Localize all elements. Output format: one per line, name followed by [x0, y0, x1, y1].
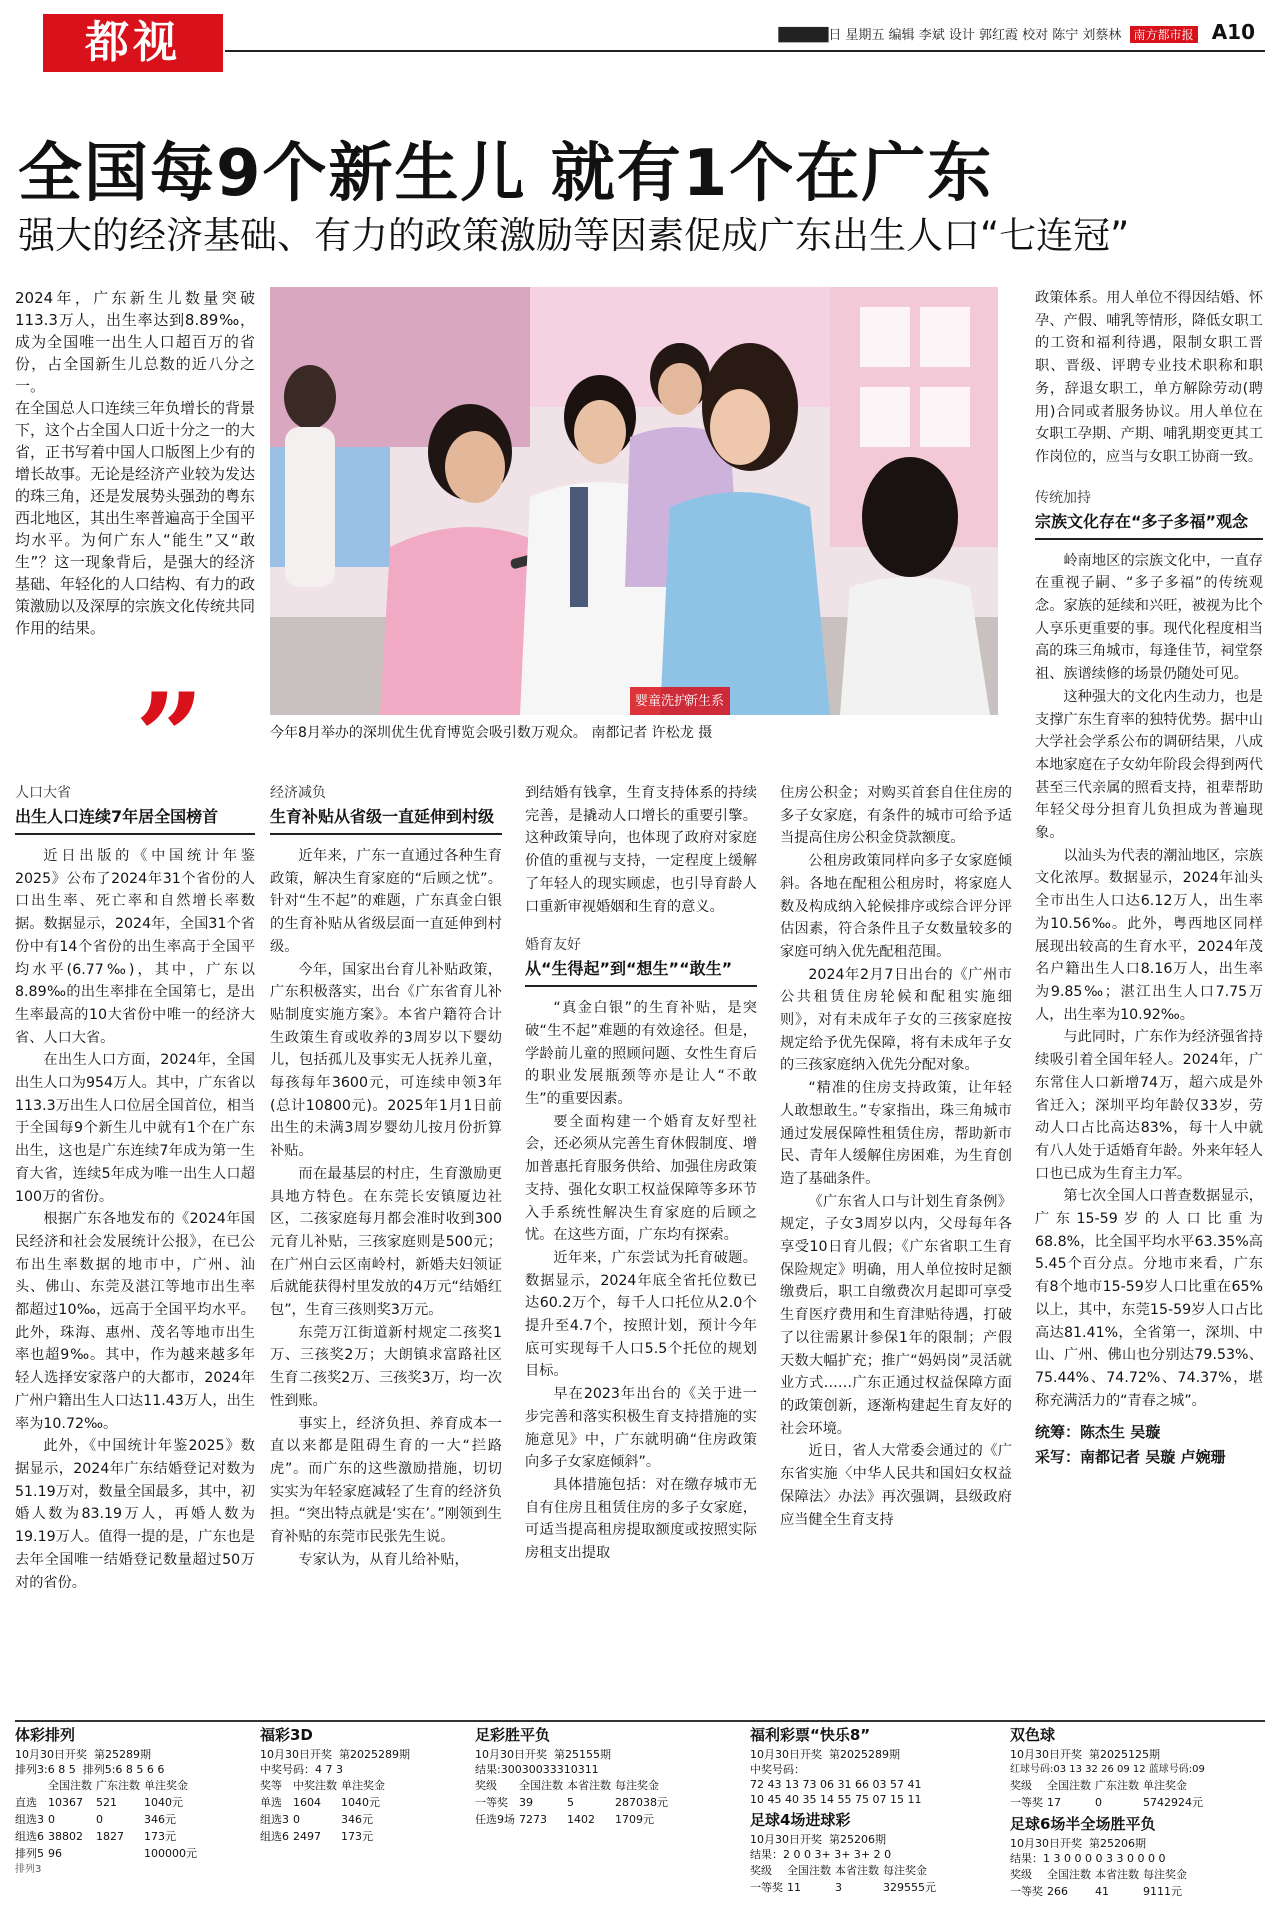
col1	[15, 782, 255, 1594]
sfc-title: 足彩胜平负	[475, 1726, 551, 1744]
paper-logo: 南方都市报	[1130, 26, 1198, 43]
sec5-continued: 政策体系。用人单位不得因结婚、怀孕、产假、哺乳等情形，降低女职工的工资和福利待遇，限制女职工晋职、晋级、评聘专业技术职称和职务，辞退女职工，单方解除劳动(聘用)合同或者服务协议。用人单位在女职工孕期、产期、哺乳期变更其工作岗位的，应当与女职工协商一致。	[1035, 290, 1263, 465]
sec3-p4: 早在2023年出台的《关于进一步完善和落实积极生育支持措施的实施意见》中，广东就明确“住房政策向多子女家庭倾斜”。	[525, 1386, 757, 1471]
sec4-p6: 近日，省人大常委会通过的《广东省实施〈中华人民共和国妇女权益保障法〉办法》再次强调，县级政府应当健全生育支持	[780, 1443, 1012, 1528]
sec1-kicker: 人口大省	[15, 785, 71, 801]
news-photo	[270, 287, 998, 715]
sec2-kicker: 经济减负	[270, 785, 326, 801]
ssq-nums: 红球号码:03 13 32 26 09 12 蓝球号码:09	[1010, 1764, 1205, 1775]
sec3-continued: 到结婚有钱拿，生育支持体系的持续完善，是撬动人口增长的重要引擎。这种政策导向，也体现了政府对家庭价值的重视与支持，一定程度上缓解了年轻人的现实顾虑，也引导育龄人口重新审视婚姻和生育的意义。	[525, 785, 757, 915]
sec3-p2: 要全面构建一个婚育友好型社会，还必须从完善生育休假制度、增加普惠托育服务供给、加强住房政策支持、强化女职工权益保障等多环节入手系统性解决生育家庭的后顾之忧。在这些方面，广东均有探索。	[525, 1113, 757, 1244]
sec2-p3: 而在最基层的村庄，生育激励更具地方特色。在东莞长安镇厦边社区，二孩家庭每月都会准时收到300元育儿补贴，三孩家庭则是500元；在广州白云区南岭村，新婚夫妇领证后就能获得村里发放的4万元“结婚红包”，生育三孩则奖3万元。	[270, 1165, 502, 1319]
jq4-table: 奖级 全国注数 本省注数 每注奖金 一等奖 11 3 329555元	[750, 1864, 936, 1894]
page-number: A10	[1211, 20, 1255, 44]
sec4-p1: 住房公积金；对购买首套自住住房的多子女家庭，有条件的城市可给予适当提高住房公积金贷款额度。	[780, 785, 1012, 847]
sec4-p4: “精准的住房支持政策，让年轻人敢想敢生。”专家指出，珠三角城市通过发展保障性租赁住房，帮助新市民、青年人缓解住房困难，为生育创造了基础条件。	[780, 1080, 1012, 1187]
sec5-p2: 这种强大的文化内生动力，也是支撑广东生育率的独特优势。据中山大学社会学系公布的调研结果，八成本地家庭在子女幼年阶段会得到两代甚至三代亲属的照看支持，祖辈帮助年轻父母分担育儿负担成为普遍现象。	[1035, 688, 1263, 842]
sec4-p2: 公租房政策同样向多子女家庭倾斜。各地在配租公租房时，将家庭人数及构成纳入轮候排序或综合评分评估因素，符合条件且子女数量较多的家庭可纳入优先配租范围。	[780, 853, 1012, 960]
lottery-ssq: 双色球 10月30日开奖 第2025125期 红球号码:03 13 32 26 09 12 蓝球号码:09 奖级 全国注数 广东注数 单注奖金 一等奖 17 0 5742924元 足球6场半全场胜平负 10月30日开奖 第25206期 结果：1 3 0 0 0 0 3 3 0 0 0 0 奖级 全国注数 本省注数 每注奖金 一等奖 266 41 9111元	[1010, 1728, 1260, 1900]
header-meta	[778, 20, 1255, 44]
sec1-p4: 此外，《中国统计年鉴2025》数据显示，2024年广东结婚登记对数为51.19万对，数量全国最多，其中，初婚人数为83.19万人，再婚人数为19.19万人。值得一提的是，广东也是去年全国唯一结婚登记数量超过50万对的省份。	[15, 1438, 255, 1591]
sec2-p6: 专家认为，从育儿给补贴，	[298, 1551, 469, 1568]
tc-title: 体彩排列	[15, 1726, 76, 1744]
sec5-title: 宗族文化存在“多子多福”观念	[1035, 509, 1263, 540]
fc3d-title: 福彩3D	[260, 1726, 313, 1744]
credit-coordinator: 统筹：陈杰生 吴璇	[1035, 1423, 1161, 1442]
issue-meta: █████日 星期五 编辑 李斌 设计 郭红霞 校对 陈宁 刘蔡林	[778, 28, 1122, 43]
bq6-table: 奖级 全国注数 本省注数 每注奖金 一等奖 266 41 9111元	[1010, 1868, 1187, 1898]
sfc-result: 结果:30030033310311	[475, 1763, 599, 1776]
ssq-title: 双色球	[1010, 1726, 1056, 1744]
sec1-p1: 近日出版的《中国统计年鉴2025》公布了2024年31个省份的人口出生率、死亡率和自然增长率数据。数据显示，2024年，全国31个省份中有14个省份的出生率高于全国平均水平(6.77‰)，其中，广东以8.89‰的出生率排在全国第七，是出生率最高的10大省份中唯一的经济大省、人口大省。	[15, 848, 255, 1046]
sec3-title: 从“生得起”到“想生”“敢生”	[525, 956, 757, 987]
sec3-p5: 具体措施包括：对在缴存城市无自有住房且租赁住房的多子女家庭，可适当提高租房提取额度或按照实际房租支出提取	[525, 1476, 757, 1562]
lottery-fc3d: 福彩3D 10月30日开奖 第2025289期 中奖号码：4 7 3 奖等 中奖注数 单注奖金 单选 1604 1040元 组选3 0 346元 组选6 2497 173元	[260, 1728, 460, 1845]
tc-issue: 第25289期	[94, 1748, 151, 1761]
kl8-nums2: 10 45 40 35 14 55 75 07 15 11	[750, 1793, 922, 1806]
lottery-strip	[15, 1720, 1265, 1914]
kl8-label: 中奖号码：	[750, 1763, 805, 1776]
sec5-p4: 与此同时，广东作为经济强省持续吸引着全国年轻人。2024年，广东常住人口新增74万，超六成是外省迁入；深圳平均年龄仅33岁，劳动人口占比高达83%，每十人中就有八人处于适婚育年龄。外来年轻人口也已成为生育主力军。	[1035, 1029, 1263, 1182]
sfc-table: 奖级 全国注数 本省注数 每注奖金 一等奖 39 5 287038元 任选9场 7273 1402 1709元	[475, 1779, 668, 1826]
lottery-sfc: 足彩胜平负 10月30日开奖 第25155期 结果:30030033310311 奖级 全国注数 本省注数 每注奖金 一等奖 39 5 287038元 任选9场 7273 1402 1709元	[475, 1728, 735, 1828]
sec4-p3: 2024年2月7日出台的《广州市公共租赁住房轮候和配租实施细则》，对有未成年子女的三孩家庭按规定给予优先保障，将有未成年子女的三孩家庭纳入优先分配对象。	[780, 966, 1012, 1074]
sec2-p2: 今年，国家出台育儿补贴政策，广东积极落实，出台《广东省育儿补贴制度实施方案》。本省户籍符合计生政策生育或收养的3周岁以下婴幼儿，包括孤儿及事实无人抚养儿童，每孩每年3600元，可连续申领3年(总计10800元)。2025年1月1日前出生的未满3周岁婴幼儿按月份折算补贴。	[270, 961, 502, 1160]
header-rule	[225, 50, 1265, 52]
bq6-title: 足球6场半全场胜平负	[1010, 1815, 1156, 1833]
sec5-kicker: 传统加持	[1035, 489, 1091, 506]
quote-mark-icon: ”	[135, 667, 205, 808]
kl8-title: 福利彩票“快乐8”	[750, 1726, 871, 1744]
sec1-title: 出生人口连续7年居全国榜首	[15, 804, 255, 835]
col5-top	[1035, 287, 1263, 1470]
tc-table: 全国注数 广东注数 单注奖金 直选 10367 521 1040元 组选3 0 0 346元 组选6 38802 1827 173元 排列5 96 100000元	[15, 1779, 197, 1860]
credit-reporters: 采写：南都记者 吴璇 卢婉珊	[1035, 1448, 1226, 1467]
ssq-table: 奖级 全国注数 广东注数 单注奖金 一等奖 17 0 5742924元	[1010, 1779, 1203, 1809]
sec5-p3: 以汕头为代表的潮汕地区，宗族文化浓厚。数据显示，2024年汕头全市出生人口达6.12万人，出生率为10.56‰。此外，粤西地区同样展现出较高的生育水平，2024年茂名户籍出生人口8.16万人，出生率为9.85‰；湛江出生人口7.75万人，出生率为10.92‰。	[1035, 847, 1263, 1023]
section-tag: 都视	[43, 14, 223, 72]
sec3-p1: “真金白银”的生育补贴，是突破“生不起”难题的有效途径。但是，学龄前儿童的照顾问题、女性生育后的职业发展瓶颈等亦是让人“不敢生”的重要因素。	[525, 1000, 757, 1108]
jq4-title: 足球4场进球彩	[750, 1811, 851, 1829]
sec5-p5: 第七次全国人口普查数据显示，广东15-59岁的人口比重为68.8%，比全国平均水平63.35%高5.45个百分点。分地市来看，广东有8个地市15-59岁人口比重在65%以上，其中，东莞15-59岁人口占比高达81.41%，全省第一，深圳、中山、广州、佛山也分别达79.53%、75.44%、74.72%、74.37%，堪称充满活力的“青春之城”。	[1035, 1188, 1263, 1409]
sec1-p2: 在出生人口方面，2024年，全国出生人口为954万人。其中，广东省以113.3万出生人口位居全国首位，相当于全国每9个新生儿中就有1个在广东出生，这也是广东连续7年成为第一生育大省，连续5年成为唯一出生人口超100万的省份。	[15, 1052, 255, 1205]
tc-p3-number: 排列3:6 8 5	[15, 1763, 76, 1776]
sec4-p5: 《广东省人口与计划生育条例》规定，子女3周岁以内，父母每年各享受10日育儿假；《广东省职工生育保险规定》明确，用人单位按时足额缴费后，职工自缴费次月起即可享受生育医疗费用和生育津贴待遇，打破了以往需累计参保1年的限制；产假天数大幅扩充；推广“妈妈岗”灵活就业方式……广东正通过权益保障方面的政策创新，逐渐构建起生育友好的社会环境。	[780, 1193, 1012, 1437]
photo-sign-2: 新生系	[685, 694, 725, 709]
page-header	[15, 12, 1265, 68]
sec2-p1: 近年来，广东一直通过各种生育政策，解决生育家庭的“后顾之忧”。针对“生不起”的难题，广东真金白银的生育补贴从省级层面一直延伸到村级。	[270, 848, 502, 955]
bq6-result: 结果：1 3 0 0 0 0 3 3 0 0 0 0	[1010, 1852, 1166, 1865]
lead-p1: 2024年，广东新生儿数量突破113.3万人，出生率达到8.89‰，成为全国唯一出生人口超百万的省份，占全国新生儿总数的近八分之一。	[15, 289, 255, 395]
expo-crowd-illustration	[270, 287, 998, 715]
tc-date: 10月30日开奖	[15, 1748, 87, 1761]
lottery-kl8: 福利彩票“快乐8” 10月30日开奖 第2025289期 中奖号码： 72 43 13 73 06 31 66 03 57 41 10 45 40 35 14 55 75 07 15 11 足球4场进球彩 10月30日开奖 第25206期 结果：2 0 0 3+ 3+ 3+ 2 0 奖级 全国注数 本省注数 每注奖金 一等奖 11 3 329555元	[750, 1728, 990, 1896]
photo-sign-1: 婴童洗护	[635, 694, 688, 709]
lead-p2: 在全国总人口连续三年负增长的背景下，这个占全国人口近十分之一的大省，正书写着中国人口版图上少有的增长故事。无论是经济产业较为发达的珠三角，还是发展势头强劲的粤东西北地区，其出生率普遍高于全国平均水平。为何广东人“能生”又“敢生”？这一现象背后，是强大的经济基础、年轻化的人口结构、有力的政策激励以及深厚的宗族文化传统共同作用的结果。	[15, 399, 256, 637]
col2	[270, 782, 502, 1572]
sec3-p3: 近年来，广东尝试为托育破题。数据显示，2024年底全省托位数已达60.2万个，每千人口托位从2.0个提升至4.7个，按照计划，预计今年底可实现每千人口5.5个托位的规划目标。	[525, 1249, 757, 1380]
sec5-p1: 岭南地区的宗族文化中，一直存在重视子嗣、“多子多福”的传统观念。家族的延续和兴旺，被视为比个人享乐更重要的事。现代化程度相当高的珠三角城市，每逢佳节，祠堂祭祖、族谱续修的场景仍随处可见。	[1035, 552, 1263, 683]
sec2-p5: 事实上，经济负担、养育成本一直以来都是阻碍生育的一大“拦路虎”。而广东的这些激励措施，切切实实为年轻家庭减轻了生育的经济负担。“突出特点就是‘实在’。”刚领到生育补贴的东莞市民张先生说。	[270, 1415, 502, 1546]
sec2-p4: 东莞万江街道新村规定二孩奖1万、三孩奖2万；大朗镇求富路社区生育二孩奖2万、三孩奖3万，均一次性到账。	[270, 1324, 502, 1409]
tc-p5-number: 排列5:6 8 5 6 6	[82, 1763, 165, 1776]
jq4-result: 结果：2 0 0 3+ 3+ 3+ 2 0	[750, 1848, 892, 1861]
lead-paragraphs	[15, 287, 255, 639]
subheadline: 强大的经济基础、有力的政策激励等因素促成广东出生人口“七连冠”	[18, 214, 1130, 257]
fc3d-table: 奖等 中奖注数 单注奖金 单选 1604 1040元 组选3 0 346元 组选6 2497 173元	[260, 1779, 385, 1843]
sec1-p3: 根据广东各地发布的《2024年国民经济和社会发展统计公报》，在已公布出生率数据的地市中，广州、汕头、佛山、东莞及湛江等地市出生率都超过10‰，远高于全国平均水平。此外，珠海、惠州、茂名等地市出生率也超9‰。其中，作为越来越多年轻人选择安家落户的大都市，2024年广州户籍出生人口达11.43万人，出生率为10.72‰。	[15, 1211, 255, 1432]
tc-side-label: 排列3	[15, 1864, 42, 1875]
col3	[525, 782, 757, 1565]
fc3d-number: 中奖号码：4 7 3	[260, 1763, 343, 1776]
kl8-nums1: 72 43 13 73 06 31 66 03 57 41	[750, 1778, 922, 1791]
headline: 全国每9个新生儿 就有1个在广东	[18, 137, 994, 211]
lottery-tc	[15, 1728, 245, 1877]
sec2-title: 生育补贴从省级一直延伸到村级	[270, 804, 502, 835]
col4	[780, 782, 1012, 1531]
sec3-kicker: 婚育友好	[525, 937, 581, 954]
photo-caption: 今年8月举办的深圳优生优育博览会吸引数万观众。 南都记者 许松龙 摄	[270, 725, 713, 741]
